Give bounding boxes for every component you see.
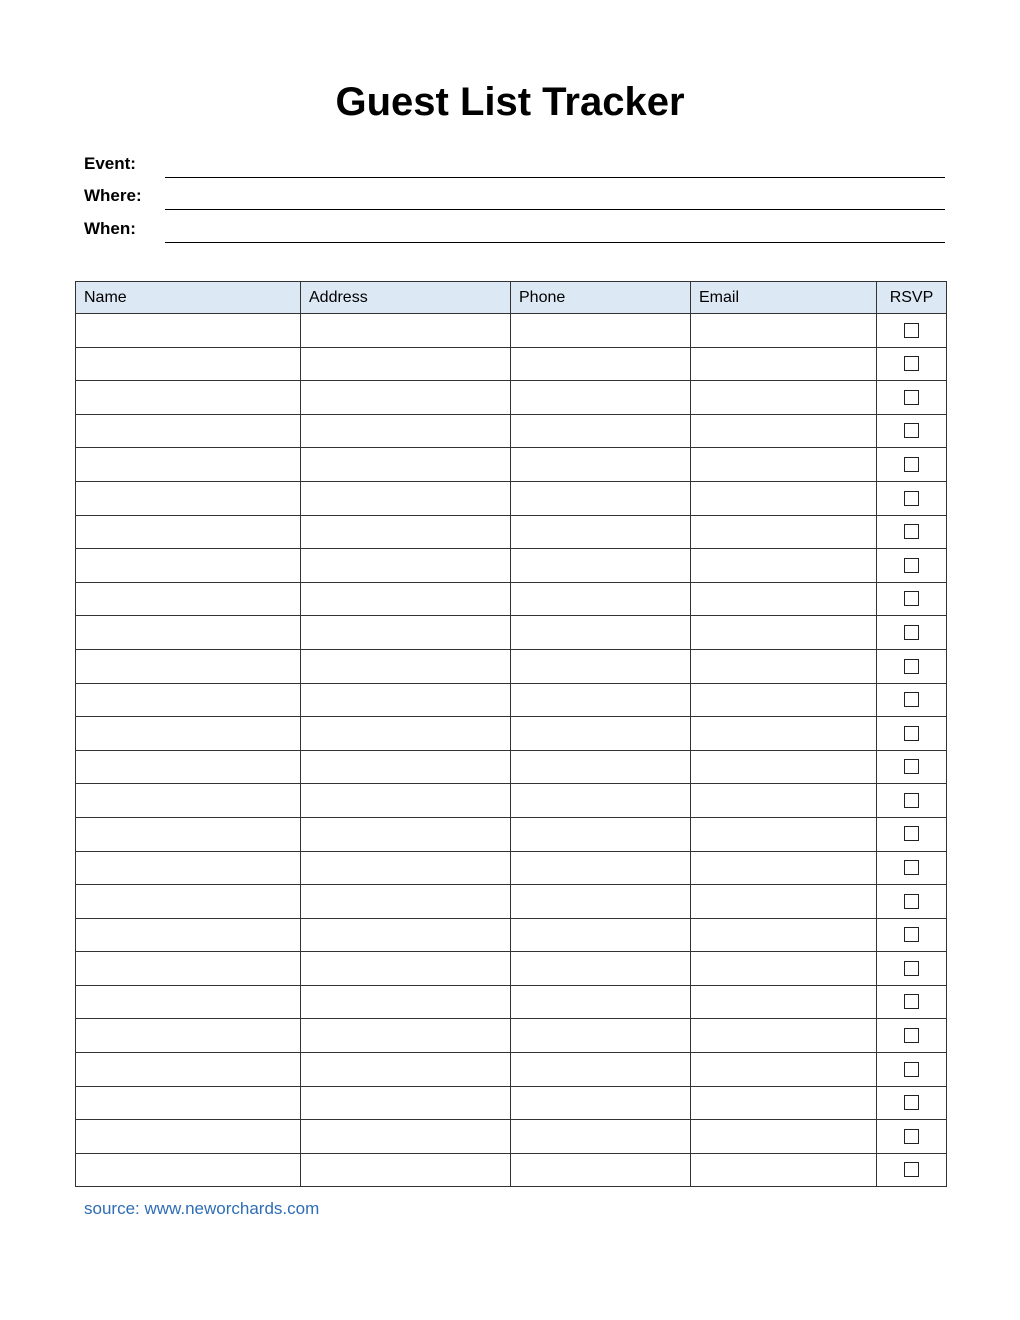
rsvp-cell xyxy=(877,851,947,885)
rsvp-cell xyxy=(877,414,947,448)
name-cell[interactable] xyxy=(76,616,301,650)
address-cell[interactable] xyxy=(301,649,511,683)
phone-cell[interactable] xyxy=(511,515,691,549)
email-cell[interactable] xyxy=(691,683,877,717)
table-row xyxy=(76,717,947,751)
rsvp-checkbox[interactable] xyxy=(904,356,919,371)
address-cell[interactable] xyxy=(301,314,511,348)
rsvp-cell xyxy=(877,952,947,986)
rsvp-checkbox[interactable] xyxy=(904,826,919,841)
address-cell[interactable] xyxy=(301,717,511,751)
rsvp-checkbox[interactable] xyxy=(904,793,919,808)
name-cell[interactable] xyxy=(76,481,301,515)
phone-cell[interactable] xyxy=(511,851,691,885)
rsvp-cell xyxy=(877,515,947,549)
name-cell[interactable] xyxy=(76,1019,301,1053)
table-row xyxy=(76,414,947,448)
rsvp-cell xyxy=(877,1053,947,1087)
phone-cell[interactable] xyxy=(511,649,691,683)
address-cell[interactable] xyxy=(301,582,511,616)
rsvp-checkbox[interactable] xyxy=(904,1162,919,1177)
rsvp-cell xyxy=(877,784,947,818)
email-cell[interactable] xyxy=(691,985,877,1019)
phone-cell[interactable] xyxy=(511,1153,691,1187)
phone-cell[interactable] xyxy=(511,1019,691,1053)
table-row xyxy=(76,1153,947,1187)
table-row xyxy=(76,549,947,583)
rsvp-cell xyxy=(877,985,947,1019)
column-header-phone: Phone xyxy=(511,282,691,314)
rsvp-cell xyxy=(877,717,947,751)
email-cell[interactable] xyxy=(691,616,877,650)
table-row xyxy=(76,885,947,919)
where-label: Where: xyxy=(84,186,142,205)
rsvp-cell xyxy=(877,448,947,482)
address-cell[interactable] xyxy=(301,347,511,381)
name-cell[interactable] xyxy=(76,918,301,952)
table-row xyxy=(76,851,947,885)
rsvp-cell xyxy=(877,1086,947,1120)
where-line[interactable] xyxy=(165,209,945,210)
rsvp-checkbox[interactable] xyxy=(904,726,919,741)
name-cell[interactable] xyxy=(76,750,301,784)
email-cell[interactable] xyxy=(691,817,877,851)
email-cell[interactable] xyxy=(691,582,877,616)
rsvp-checkbox[interactable] xyxy=(904,390,919,405)
table-row xyxy=(76,616,947,650)
name-cell[interactable] xyxy=(76,1053,301,1087)
table-row xyxy=(76,582,947,616)
phone-cell[interactable] xyxy=(511,347,691,381)
name-cell[interactable] xyxy=(76,649,301,683)
table-row xyxy=(76,750,947,784)
rsvp-cell xyxy=(877,885,947,919)
rsvp-checkbox[interactable] xyxy=(904,994,919,1009)
phone-cell[interactable] xyxy=(511,1053,691,1087)
rsvp-checkbox[interactable] xyxy=(904,1028,919,1043)
rsvp-cell xyxy=(877,481,947,515)
rsvp-checkbox[interactable] xyxy=(904,860,919,875)
name-cell[interactable] xyxy=(76,851,301,885)
rsvp-checkbox[interactable] xyxy=(904,927,919,942)
email-cell[interactable] xyxy=(691,314,877,348)
rsvp-checkbox[interactable] xyxy=(904,558,919,573)
address-cell[interactable] xyxy=(301,616,511,650)
table-row xyxy=(76,683,947,717)
table-row xyxy=(76,649,947,683)
phone-cell[interactable] xyxy=(511,1120,691,1154)
rsvp-checkbox[interactable] xyxy=(904,625,919,640)
rsvp-checkbox[interactable] xyxy=(904,659,919,674)
table-row xyxy=(76,347,947,381)
email-cell[interactable] xyxy=(691,885,877,919)
address-cell[interactable] xyxy=(301,1086,511,1120)
rsvp-cell xyxy=(877,381,947,415)
phone-cell[interactable] xyxy=(511,750,691,784)
address-cell[interactable] xyxy=(301,481,511,515)
email-cell[interactable] xyxy=(691,1019,877,1053)
phone-cell[interactable] xyxy=(511,683,691,717)
rsvp-cell xyxy=(877,314,947,348)
name-cell[interactable] xyxy=(76,549,301,583)
rsvp-checkbox[interactable] xyxy=(904,323,919,338)
where-field[interactable] xyxy=(84,180,945,210)
phone-cell[interactable] xyxy=(511,985,691,1019)
name-cell[interactable] xyxy=(76,448,301,482)
name-cell[interactable] xyxy=(76,347,301,381)
address-cell[interactable] xyxy=(301,414,511,448)
rsvp-checkbox[interactable] xyxy=(904,692,919,707)
email-cell[interactable] xyxy=(691,1086,877,1120)
rsvp-cell xyxy=(877,918,947,952)
page-title: Guest List Tracker xyxy=(335,80,685,124)
address-cell[interactable] xyxy=(301,549,511,583)
phone-cell[interactable] xyxy=(511,414,691,448)
email-cell[interactable] xyxy=(691,750,877,784)
name-cell[interactable] xyxy=(76,952,301,986)
rsvp-checkbox[interactable] xyxy=(904,457,919,472)
table-row xyxy=(76,1086,947,1120)
event-field[interactable] xyxy=(84,148,945,178)
phone-cell[interactable] xyxy=(511,952,691,986)
table-row xyxy=(76,481,947,515)
table-row xyxy=(76,1053,947,1087)
address-cell[interactable] xyxy=(301,851,511,885)
address-cell[interactable] xyxy=(301,817,511,851)
name-cell[interactable] xyxy=(76,414,301,448)
phone-cell[interactable] xyxy=(511,448,691,482)
column-header-rsvp: RSVP xyxy=(877,282,947,314)
column-header-email: Email xyxy=(691,282,877,314)
name-cell[interactable] xyxy=(76,515,301,549)
rsvp-cell xyxy=(877,817,947,851)
email-cell[interactable] xyxy=(691,515,877,549)
rsvp-cell xyxy=(877,1153,947,1187)
rsvp-checkbox[interactable] xyxy=(904,423,919,438)
rsvp-cell xyxy=(877,347,947,381)
rsvp-cell xyxy=(877,1019,947,1053)
email-cell[interactable] xyxy=(691,784,877,818)
rsvp-cell xyxy=(877,582,947,616)
table-row xyxy=(76,784,947,818)
table-header-row xyxy=(76,282,947,314)
table-row xyxy=(76,515,947,549)
when-field[interactable] xyxy=(84,213,945,243)
name-cell[interactable] xyxy=(76,717,301,751)
rsvp-checkbox[interactable] xyxy=(904,524,919,539)
name-cell[interactable] xyxy=(76,985,301,1019)
name-cell[interactable] xyxy=(76,1120,301,1154)
name-cell[interactable] xyxy=(76,683,301,717)
name-cell[interactable] xyxy=(76,1086,301,1120)
column-header-name: Name xyxy=(76,282,301,314)
source-link[interactable]: source: www.neworchards.com xyxy=(84,1199,320,1218)
phone-cell[interactable] xyxy=(511,717,691,751)
address-cell[interactable] xyxy=(301,683,511,717)
address-cell[interactable] xyxy=(301,1153,511,1187)
name-cell[interactable] xyxy=(76,817,301,851)
rsvp-cell xyxy=(877,549,947,583)
guest-rows xyxy=(76,314,947,1187)
address-cell[interactable] xyxy=(301,885,511,919)
address-cell[interactable] xyxy=(301,381,511,415)
address-cell[interactable] xyxy=(301,1019,511,1053)
name-cell[interactable] xyxy=(76,381,301,415)
address-cell[interactable] xyxy=(301,448,511,482)
name-cell[interactable] xyxy=(76,885,301,919)
phone-cell[interactable] xyxy=(511,817,691,851)
table-row xyxy=(76,817,947,851)
phone-cell[interactable] xyxy=(511,616,691,650)
rsvp-cell xyxy=(877,683,947,717)
address-cell[interactable] xyxy=(301,985,511,1019)
email-cell[interactable] xyxy=(691,381,877,415)
when-label: When: xyxy=(84,219,136,238)
when-line[interactable] xyxy=(165,242,945,243)
email-cell[interactable] xyxy=(691,717,877,751)
table-row xyxy=(76,1019,947,1053)
email-cell[interactable] xyxy=(691,918,877,952)
address-cell[interactable] xyxy=(301,1053,511,1087)
table-row xyxy=(76,448,947,482)
email-cell[interactable] xyxy=(691,549,877,583)
email-cell[interactable] xyxy=(691,414,877,448)
rsvp-cell xyxy=(877,616,947,650)
email-cell[interactable] xyxy=(691,448,877,482)
rsvp-checkbox[interactable] xyxy=(904,491,919,506)
rsvp-cell xyxy=(877,750,947,784)
address-cell[interactable] xyxy=(301,952,511,986)
name-cell[interactable] xyxy=(76,314,301,348)
rsvp-checkbox[interactable] xyxy=(904,894,919,909)
phone-cell[interactable] xyxy=(511,549,691,583)
table-row xyxy=(76,314,947,348)
name-cell[interactable] xyxy=(76,1153,301,1187)
event-label: Event: xyxy=(84,154,136,173)
email-cell[interactable] xyxy=(691,851,877,885)
table-row xyxy=(76,985,947,1019)
address-cell[interactable] xyxy=(301,784,511,818)
event-line[interactable] xyxy=(165,177,945,178)
phone-cell[interactable] xyxy=(511,582,691,616)
phone-cell[interactable] xyxy=(511,885,691,919)
phone-cell[interactable] xyxy=(511,784,691,818)
email-cell[interactable] xyxy=(691,952,877,986)
table-row xyxy=(76,918,947,952)
rsvp-checkbox[interactable] xyxy=(904,591,919,606)
email-cell[interactable] xyxy=(691,1120,877,1154)
table-row xyxy=(76,381,947,415)
phone-cell[interactable] xyxy=(511,918,691,952)
column-header-address: Address xyxy=(301,282,511,314)
email-cell[interactable] xyxy=(691,347,877,381)
name-cell[interactable] xyxy=(76,784,301,818)
phone-cell[interactable] xyxy=(511,1086,691,1120)
email-cell[interactable] xyxy=(691,1153,877,1187)
address-cell[interactable] xyxy=(301,750,511,784)
guest-table xyxy=(75,281,947,1187)
rsvp-checkbox[interactable] xyxy=(904,759,919,774)
rsvp-checkbox[interactable] xyxy=(904,1095,919,1110)
email-cell[interactable] xyxy=(691,481,877,515)
address-cell[interactable] xyxy=(301,515,511,549)
rsvp-checkbox[interactable] xyxy=(904,1062,919,1077)
rsvp-checkbox[interactable] xyxy=(904,1129,919,1144)
email-cell[interactable] xyxy=(691,649,877,683)
phone-cell[interactable] xyxy=(511,314,691,348)
phone-cell[interactable] xyxy=(511,381,691,415)
phone-cell[interactable] xyxy=(511,481,691,515)
table-row xyxy=(76,1120,947,1154)
rsvp-cell xyxy=(877,1120,947,1154)
email-cell[interactable] xyxy=(691,1053,877,1087)
name-cell[interactable] xyxy=(76,582,301,616)
rsvp-checkbox[interactable] xyxy=(904,961,919,976)
rsvp-cell xyxy=(877,649,947,683)
table-row xyxy=(76,952,947,986)
address-cell[interactable] xyxy=(301,918,511,952)
address-cell[interactable] xyxy=(301,1120,511,1154)
